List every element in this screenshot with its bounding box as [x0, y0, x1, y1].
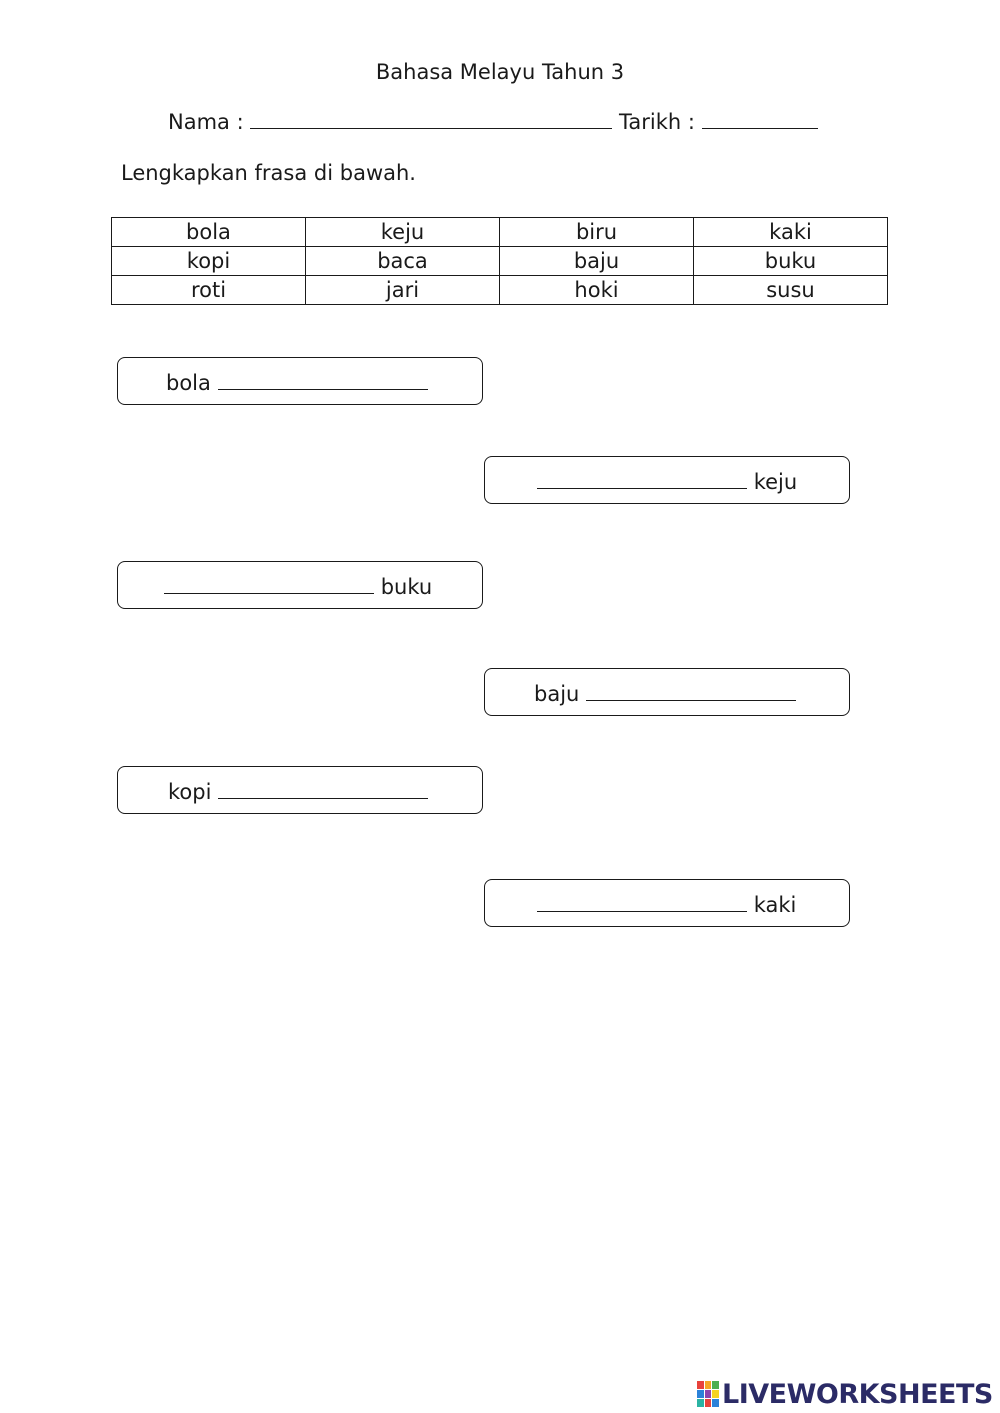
exercise-box-2 — [484, 456, 850, 504]
word-cell: susu — [694, 276, 888, 305]
exercise-word: baju — [534, 682, 580, 706]
word-cell: kopi — [112, 247, 306, 276]
answer-input[interactable] — [164, 573, 374, 594]
table-row — [112, 276, 888, 305]
answer-input[interactable] — [218, 369, 428, 390]
worksheet-title: Bahasa Melayu Tahun 3 — [375, 60, 625, 84]
exercise-box-5 — [117, 766, 483, 814]
exercise-word: buku — [380, 575, 433, 599]
word-cell: buku — [694, 247, 888, 276]
word-cell: kaki — [694, 218, 888, 247]
word-cell: bola — [112, 218, 306, 247]
exercise-word: bola — [166, 371, 211, 395]
word-cell: baju — [500, 247, 694, 276]
student-info-line — [168, 110, 818, 134]
exercise-box-4 — [484, 668, 850, 716]
exercise-word: kopi — [168, 780, 212, 804]
table-row — [112, 247, 888, 276]
exercise-box-1 — [117, 357, 483, 405]
answer-input[interactable] — [537, 468, 747, 489]
word-cell: roti — [112, 276, 306, 305]
liveworksheets-logo — [697, 1378, 993, 1410]
name-label: Nama : — [168, 110, 244, 134]
word-cell: hoki — [500, 276, 694, 305]
word-cell: baca — [306, 247, 500, 276]
table-row — [112, 218, 888, 247]
name-input[interactable] — [250, 110, 612, 129]
exercise-box-3 — [117, 561, 483, 609]
answer-input[interactable] — [537, 891, 747, 912]
instruction-text: Lengkapkan frasa di bawah. — [121, 161, 416, 185]
word-cell: keju — [306, 218, 500, 247]
answer-input[interactable] — [586, 680, 796, 701]
exercise-box-6 — [484, 879, 850, 927]
answer-input[interactable] — [218, 778, 428, 799]
date-input[interactable] — [702, 110, 818, 129]
word-cell: jari — [306, 276, 500, 305]
word-bank-table — [111, 217, 888, 305]
date-label: Tarikh : — [619, 110, 695, 134]
liveworksheets-mark-icon — [697, 1381, 719, 1407]
word-cell: biru — [500, 218, 694, 247]
exercise-word: kaki — [753, 893, 797, 917]
brand-name: LIVEWORKSHEETS — [722, 1378, 993, 1410]
exercise-word: keju — [753, 470, 798, 494]
